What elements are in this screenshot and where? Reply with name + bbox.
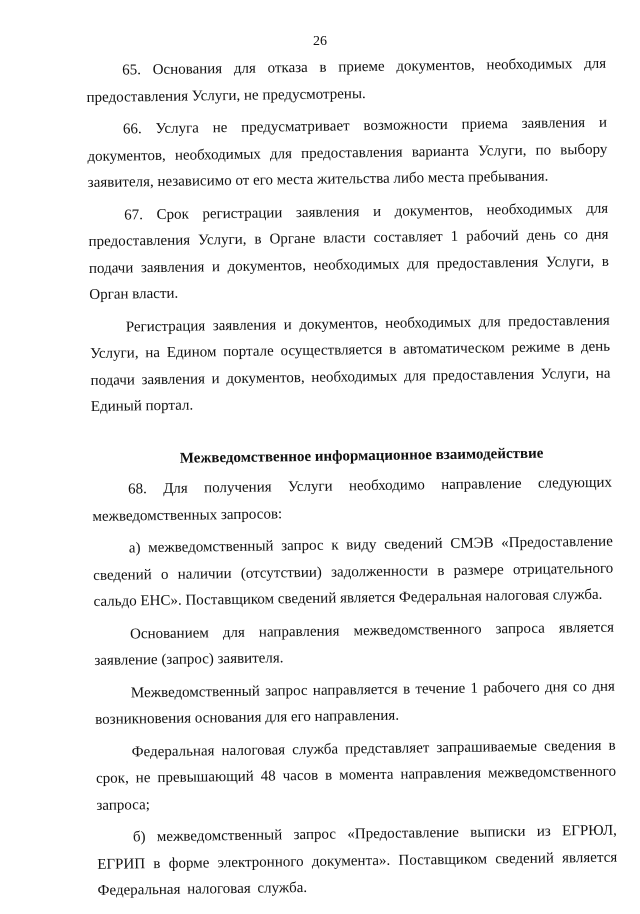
paragraph-registration: Регистрация заявления и документов, необходимых для предоставления Услуги, на Едином портале осуществляется в автоматическом режиме в день подачи заявления и документов, необходимых для предоставления Услуги, на Единый портал.: [90, 312, 611, 415]
paragraph-basis: Основанием для направления межведомственного запроса является заявление (запрос) заявителя.: [94, 619, 615, 669]
paragraph-67: 67. Срок регистрации заявления и документов, необходимых для предоставления Услуги, в Органе власти составляет 1 рабочий день со дня подачи заявления и документов, необходимых для предоставления Услуги, в Орган власти.: [88, 200, 610, 303]
paragraph-timing: Межведомственный запрос направляется в течение 1 рабочего дня со дня возникновения основания для его направления.: [95, 678, 615, 728]
paragraph-65: 65. Основания для отказа в приеме документов, необходимых для предоставления Услуги, не предусмотрены.: [86, 55, 607, 106]
section-heading: Межведомственное информационное взаимодействие: [179, 445, 544, 467]
list-item-a: а) межведомственный запрос к виду сведений СМЭВ «Предоставление сведений о наличии (отсутствии) задолженности в размере отрицательного сальдо ЕНС». Поставщиком сведений является Федеральная налоговая служба.: [93, 533, 614, 610]
list-item-b: б) межведомственный запрос «Предоставление выписки из ЕГРЮЛ, ЕГРИП в форме электронного документа». Поставщиком сведений является Федеральная налоговая служба.: [97, 822, 618, 899]
paragraph-68: 68. Для получения Услуги необходимо направление следующих межведомственных запросов:: [92, 474, 613, 525]
document-body: [86, 51, 618, 911]
paragraph-66: 66. Услуга не предусматривает возможности приема заявления и документов, необходимых для предоставления варианта Услуги, по выбору заявителя, независимо от его места жительства либо места пребывания.: [87, 114, 608, 191]
paragraph-fns-term: Федеральная налоговая служба представляет запрашиваемые сведения в срок, не превышающий 48 часов в момента направления межведомственного запроса;: [95, 737, 617, 814]
page-number: 26: [313, 34, 327, 49]
